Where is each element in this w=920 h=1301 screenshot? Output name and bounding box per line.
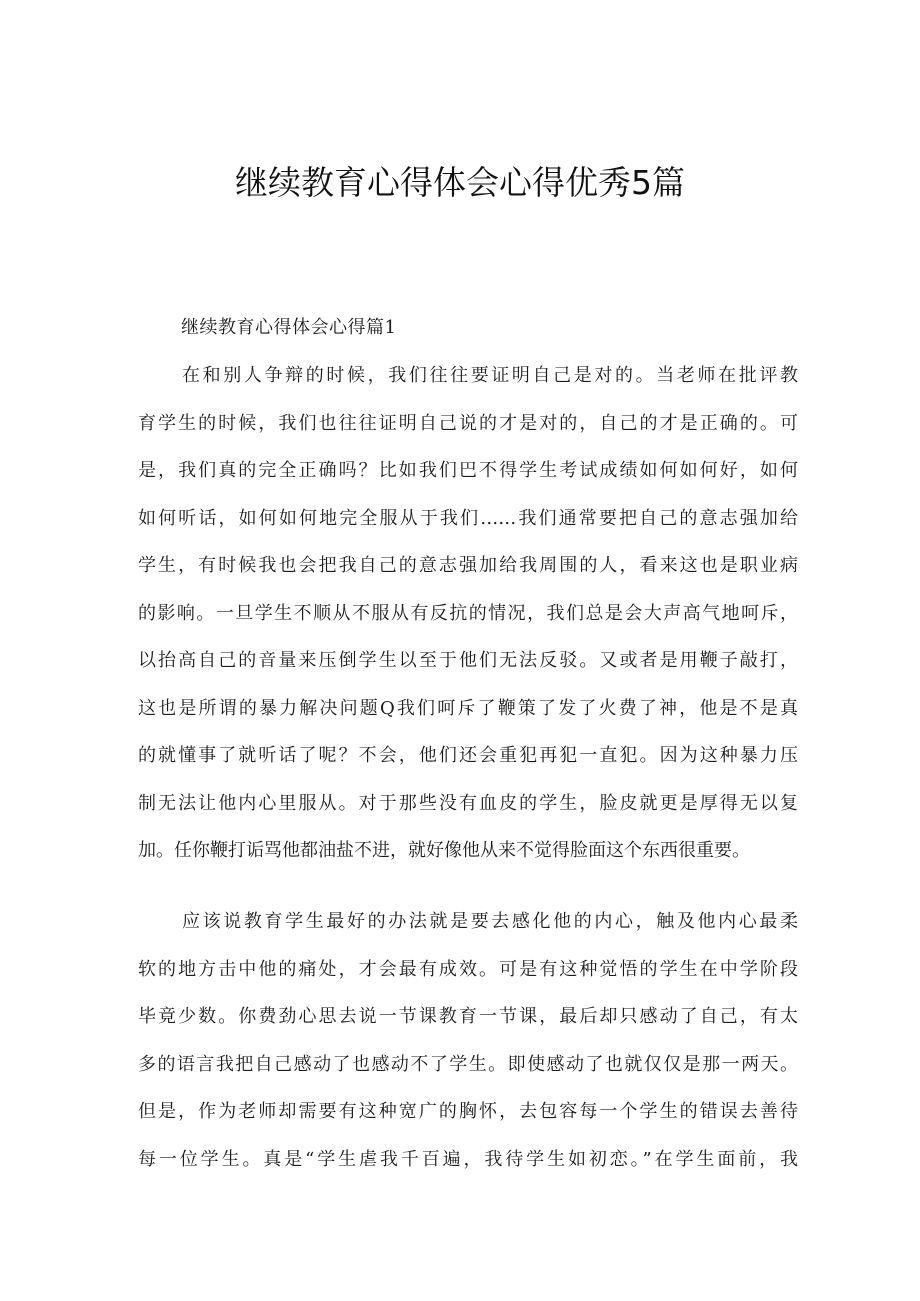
paragraph-line: 的影响。一旦学生不顺从不服从有反抗的情况，我们总是会大声高气地呵斥， [138,602,798,624]
paragraph-line: 的就懂事了就听话了呢？不会，他们还会重犯再犯一直犯。因为这种暴力压 [138,745,798,766]
paragraph-line: 是，我们真的完全正确吗？比如我们巴不得学生考试成绩如何如何好，如何 [138,460,798,481]
paragraph-line: 学生，有时候我也会把我自己的意志强加给我周围的人，看来这也是职业病 [138,555,798,576]
paragraph-line: 如何听话，如何如何地完全服从于我们……我们通常要把自己的意志强加给 [138,507,798,529]
paragraph-line: 制无法让他内心里服从。对于那些没有血皮的学生，脸皮就更是厚得无以复 [138,792,798,814]
paragraph-line: 多的语言我把自己感动了也感动不了学生。即使感动了也就仅仅是那一两天。 [138,1053,798,1075]
paragraph-line: 育学生的时候，我们也往往证明自己说的才是对的，自己的才是正确的。可 [138,412,798,434]
paragraph-line: 毕竟少数。你费劲心思去说一节课教育一节课，最后却只感动了自己，有太 [138,1006,798,1027]
body-paragraph [138,352,798,875]
body-paragraph [138,898,798,1183]
paragraph-line: 应该说教育学生最好的办法就是要去感化他的内心，触及他内心最柔 [182,911,798,932]
paragraph-line: 加。任你鞭打诟骂他都油盐不进，就好像他从来不觉得脸面这个东西很重要。 [138,840,750,861]
section-heading: 继续教育心得体会心得篇1 [181,317,397,338]
paragraph-line: 每一位学生。真是“学生虐我千百遍，我待学生如初恋。”在学生面前，我 [138,1148,798,1170]
paragraph-line: 在和别人争辩的时候，我们往往要证明自己是对的。当老师在批评教 [182,365,798,386]
paragraph-line: 但是，作为老师却需要有这种宽广的胸怀，去包容每一个学生的错误去善待 [138,1101,798,1122]
paragraph-line: 以抬高自己的音量来压倒学生以至于他们无法反驳。又或者是用鞭子敲打， [138,650,798,671]
paragraph-line: 软的地方击中他的痛处，才会最有成效。可是有这种觉悟的学生在中学阶段 [138,958,798,980]
document-title: 继续教育心得体会心得优秀5篇 [235,163,685,202]
paragraph-line: 这也是所谓的暴力解决问题Q我们呵斥了鞭策了发了火费了神，他是不是真 [138,697,798,719]
